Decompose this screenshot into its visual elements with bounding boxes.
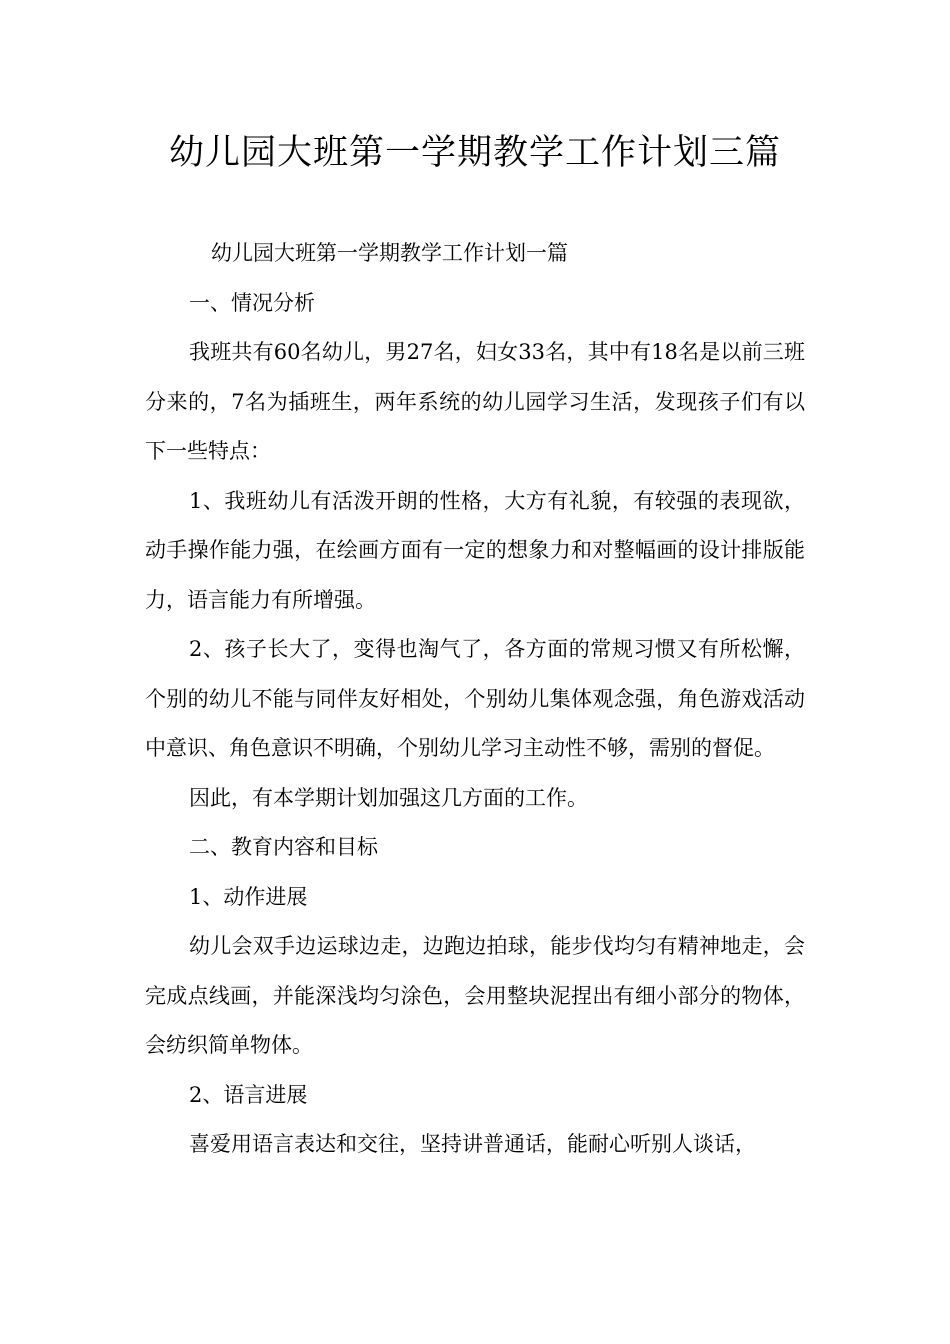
paragraph-trait-2: 2、孩子长大了，变得也淘气了，各方面的常规习惯又有所松懈，个别的幼儿不能与同伴友好相处，个别幼儿集体观念强，角色游戏活动中意识、角色意识不明确，个别幼儿学习主动性不够，需别的督促。	[145, 637, 805, 760]
subheading-motor: 1、动作进展	[189, 884, 308, 909]
document-subtitle: 幼儿园大班第一学期教学工作计划一篇	[211, 241, 568, 265]
paragraph-language: 喜爱用语言表达和交往，坚持讲普通话，能耐心听别人谈话，	[189, 1132, 756, 1156]
paragraph-trait-1: 1、我班幼儿有活泼开朗的性格，大方有礼貌，有较强的表现欲，动手操作能力强，在绘画方面有一定的想象力和对整幅画的设计排版能力，语言能力有所增强。	[145, 488, 805, 612]
document-title: 幼儿园大班第一学期教学工作计划三篇	[168, 133, 781, 173]
paragraph-conclusion: 因此，有本学期计划加强这几方面的工作。	[189, 785, 588, 810]
section-heading-situation: 一、情况分析	[189, 290, 315, 315]
section-heading-goals: 二、教育内容和目标	[189, 835, 378, 859]
paragraph-motor: 幼儿会双手边运球边走，边跑边拍球，能步伐均匀有精神地走，会完成点线画，并能深浅均匀涂色，会用整块泥捏出有细小部分的物体，会纺织简单物体。	[145, 934, 805, 1057]
subheading-language: 2、语言进展	[189, 1082, 308, 1107]
document-body	[145, 229, 805, 1170]
paragraph-class-overview: 我班共有60名幼儿，男27名，妇女33名，其中有18名是以前三班分来的，7名为插班生，两年系统的幼儿园学习生活，发现孩子们有以下一些特点：	[145, 340, 805, 463]
